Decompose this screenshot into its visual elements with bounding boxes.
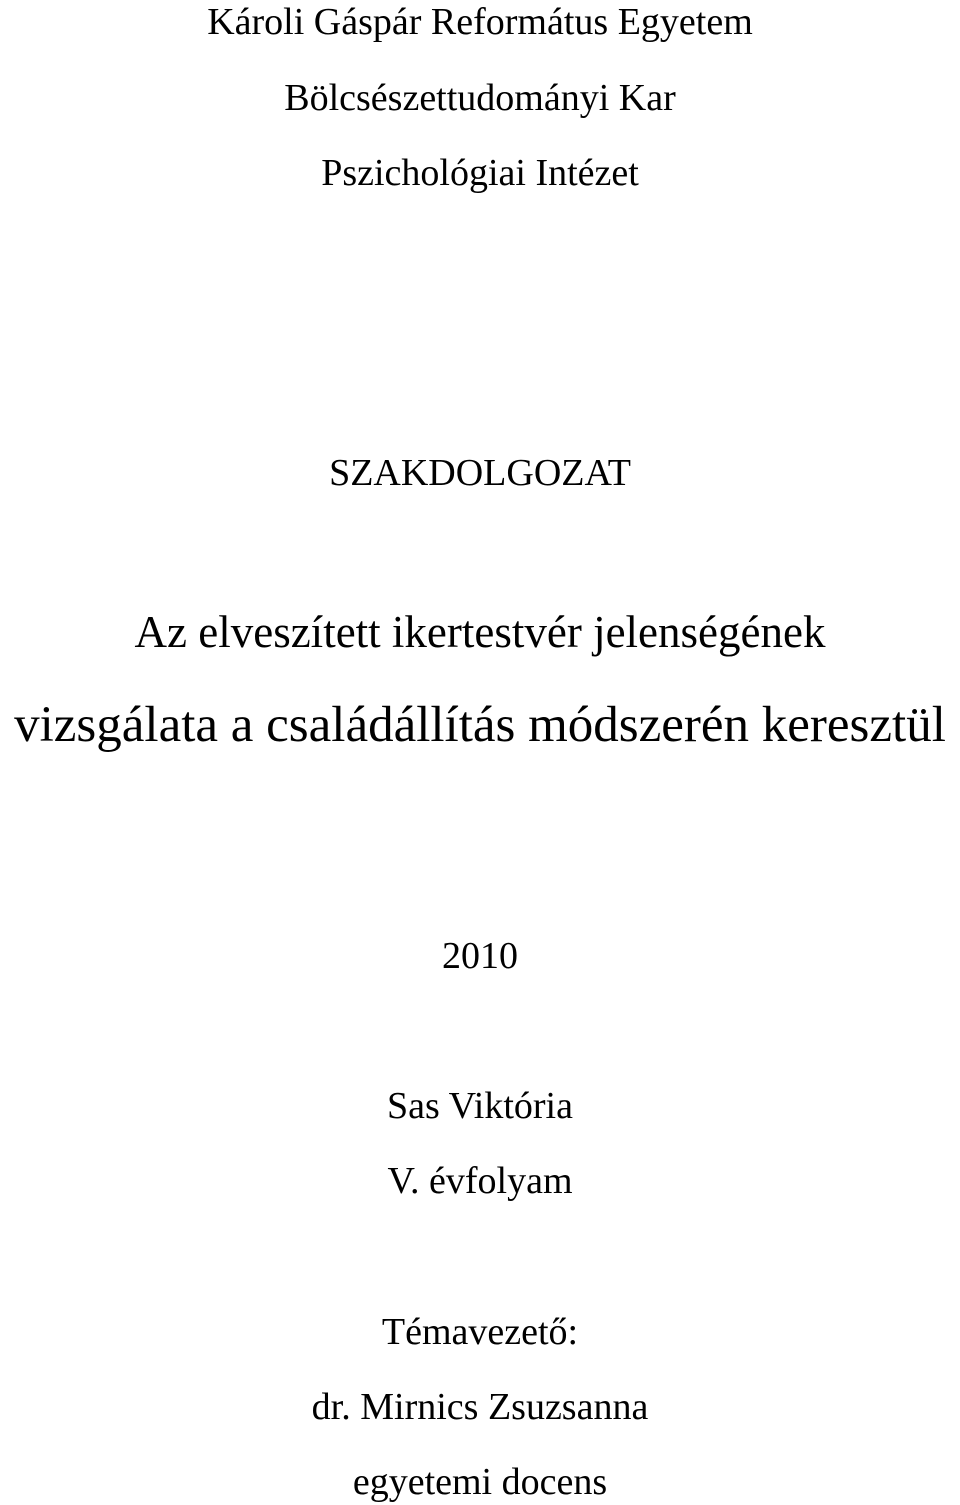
faculty-name: Bölcsészettudományi Kar (284, 77, 676, 119)
submission-year: 2010 (442, 935, 518, 977)
author-name: Sas Viktória (387, 1085, 573, 1127)
supervisor-position: egyetemi docens (352, 1461, 608, 1503)
supervisor-name: dr. Mirnics Zsuzsanna (311, 1386, 649, 1428)
author-year-of-study: V. évfolyam (387, 1160, 573, 1202)
thesis-title-line-1: Az elveszített ikertestvér jelenségének (134, 607, 826, 657)
thesis-title-line-2: vizsgálata a családállítás módszerén keresztül (14, 697, 946, 753)
supervisor-label: Témavezető: (381, 1311, 579, 1353)
institute-name: Pszichológiai Intézet (321, 152, 639, 194)
document-type: SZAKDOLGOZAT (329, 452, 631, 494)
university-name: Károli Gáspár Református Egyetem (207, 1, 753, 43)
